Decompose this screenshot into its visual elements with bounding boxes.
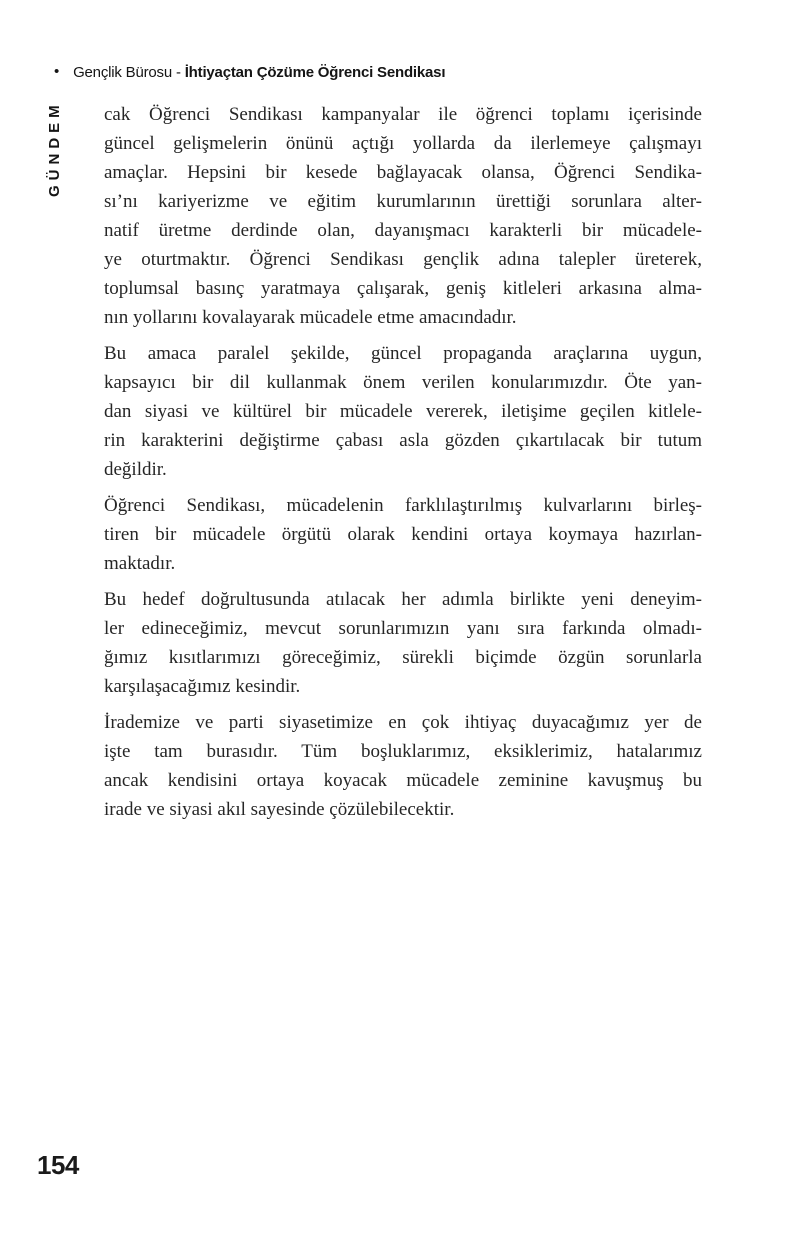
text-line: sı’nı kariyerizme ve eğitim kurumlarının ürettiği sorunlara alter-	[104, 191, 702, 212]
text-line: karşılaşacağımız kesindir.	[104, 676, 301, 697]
text-line: Bu amaca paralel şekilde, güncel propaganda araçlarına uygun,	[104, 343, 702, 364]
text-line: amaçlar. Hepsini bir kesede bağlayacak olansa, Öğrenci Sendika-	[104, 162, 702, 183]
text-line: güncel gelişmelerin önünü açtığı yollarda da ilerlemeye çalışmayı	[104, 133, 702, 154]
text-line: ye oturtmaktır. Öğrenci Sendikası gençlik adına talepler üreterek,	[104, 249, 702, 270]
text-line: kapsayıcı bir dil kullanmak önem verilen konularımızdır. Öte yan-	[104, 372, 702, 393]
paragraph	[104, 491, 702, 578]
paragraph	[104, 585, 702, 701]
text-line: natif üretme derdinde olan, dayanışmacı karakterli bir mücadele-	[104, 220, 702, 241]
body-text	[104, 100, 702, 831]
text-line: Öğrenci Sendikası, mücadelenin farklılaştırılmış kulvarlarını birleş-	[104, 495, 702, 516]
text-line: işte tam burasıdır. Tüm boşluklarımız, eksiklerimiz, hatalarımız	[104, 741, 702, 762]
text-line: ğımız kısıtlarımızı göreceğimiz, sürekli biçimde özgün sorunlarla	[104, 647, 702, 668]
text-line: Bu hedef doğrultusunda atılacak her adımla birlikte yeni deneyim-	[104, 589, 702, 610]
paragraph	[104, 339, 702, 484]
text-line: tiren bir mücadele örgütü olarak kendini ortaya koymaya hazırlan-	[104, 524, 702, 545]
text-line: İrademize ve parti siyasetimize en çok ihtiyaç duyacağımız yer de	[104, 712, 702, 733]
page-number: 154	[37, 1150, 79, 1180]
text-line: irade ve siyasi akıl sayesinde çözülebilecektir.	[104, 799, 455, 820]
sidebar-section-label: GÜNDEM	[46, 100, 63, 197]
text-line: cak Öğrenci Sendikası kampanyalar ile öğrenci toplamı içerisinde	[104, 104, 702, 125]
text-line: toplumsal basınç yaratmaya çalışarak, geniş kitleleri arkasına alma-	[104, 278, 702, 299]
text-line: maktadır.	[104, 553, 176, 574]
header-chapter-title: İhtiyaçtan Çözüme Öğrenci Sendikası	[184, 64, 446, 81]
text-line: rin karakterini değiştirme çabası asla gözden çıkartılacak bir tutum	[104, 430, 702, 451]
paragraph	[104, 708, 702, 824]
text-line: dan siyasi ve kültürel bir mücadele vererek, iletişime geçilen kitlele-	[104, 401, 702, 422]
header-section-label: Gençlik Bürosu -	[73, 64, 185, 81]
text-line: ler edineceğimiz, mevcut sorunlarımızın yanı sıra farkında olmadı-	[104, 618, 702, 639]
text-line: ancak kendisini ortaya koyacak mücadele zeminine kavuşmuş bu	[104, 770, 702, 791]
paragraph	[104, 100, 702, 332]
text-line: nın yollarını kovalayarak mücadele etme amacındadır.	[104, 307, 517, 328]
running-header	[54, 63, 445, 81]
bullet-icon: •	[54, 63, 60, 80]
text-line: değildir.	[104, 459, 167, 480]
